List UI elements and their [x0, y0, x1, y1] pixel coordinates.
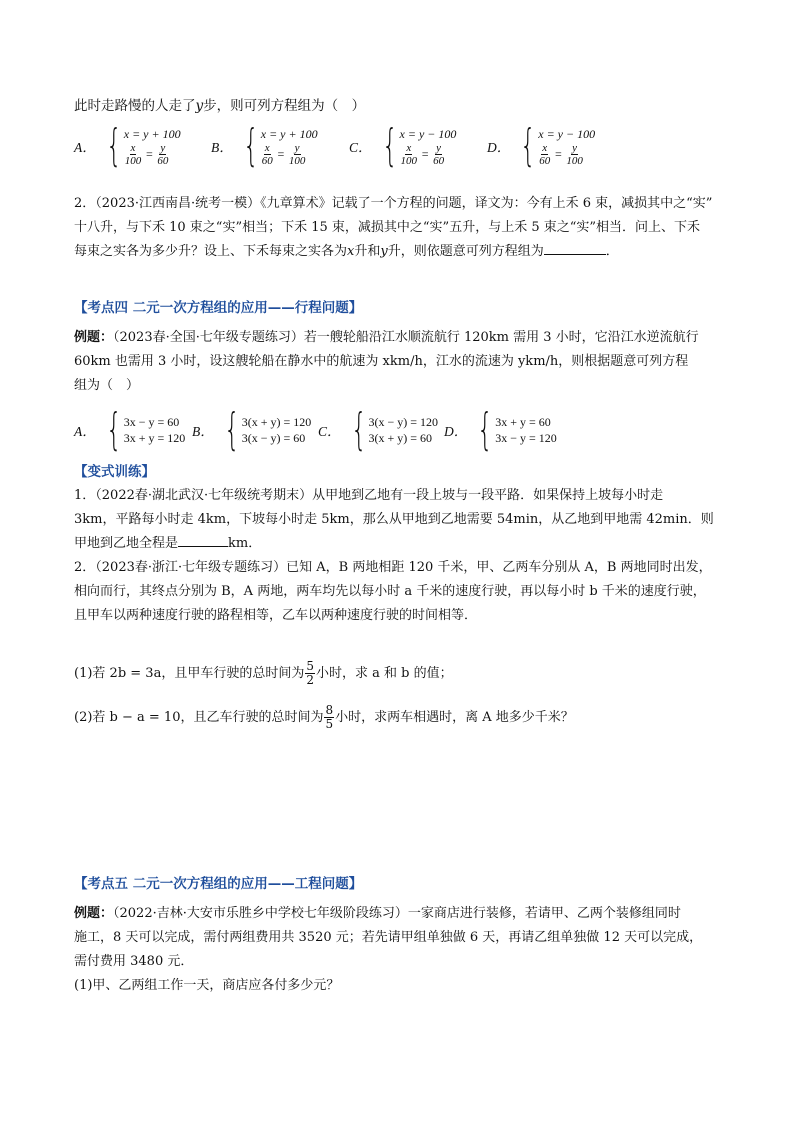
intro-var: y — [195, 98, 204, 114]
sub-question-2: (2)若 b − a = 10，且乙车行驶的总时间为 $\frac{8}{5}$ 小时，求两车相遇时，离 A 地多少千米？ — [74, 703, 574, 731]
option-d-sec4: D． { 3x + y = 60 3x − y = 120 — [444, 404, 557, 455]
section-4-heading: 【考点四 二元一次方程组的应用——行程问题】 — [74, 300, 363, 316]
intro-text: 此时走路慢的人走了 — [74, 98, 196, 114]
option-c-sec4: C． { 3(x − y) = 120 3(x + y) = 60 — [318, 404, 439, 455]
option-d-p1: D． { x = y − 100 $\frac{x}{60}$ = $\frac{y}{100}$ — [487, 120, 596, 171]
brace-icon: { — [243, 120, 259, 171]
option-a-p1: A． { x = y + 100 $\frac{x}{100}$ = $\frac{y}{60}$ — [74, 120, 181, 171]
question-2: 2．（2023·江西南昌·统考一模）《九章算术》记载了一个方程的问题，译文为：今有上禾 6 束，减损其中之“实” 十八升，与下禾 10 束之“实”相当；下禾 15 束，减损其中之“实”五升，与上禾 5 束之“实”相当．问上、下禾 每束之实各为多少升？设上、下禾每束之实各为x升和y升，则依题意可列方程组为 ． — [74, 196, 713, 259]
option-a-sec4: A． { 3x − y = 60 3x + y = 120 — [74, 404, 186, 455]
option-b-p1: B． { x = y + 100 $\frac{x}{60}$ = $\frac{y}{100}$ — [211, 120, 318, 171]
intro-end: 步，则可列方程组为（ ） — [203, 98, 366, 114]
brace-icon: { — [106, 404, 122, 455]
option-b-sec4: B． { 3(x + y) = 120 3(x − y) = 60 — [192, 404, 312, 455]
answer-blank[interactable] — [544, 240, 606, 255]
brace-icon: { — [224, 404, 240, 455]
section-4-example: 例题：（2023春·全国·七年级专题练习）若一艘轮船沿江水顺流航行 120km 需用 3 小时，它沿江水逆流航行 60km 也需用 3 小时，设这艘轮船在静水中的航速为 xkm/h，江水的流速为 ykm/h，则根据题意可列方程 组为（ ） — [74, 330, 699, 393]
brace-icon: { — [350, 404, 367, 455]
answer-blank[interactable] — [178, 532, 228, 547]
training-section: 【变式训练】 1．（2022春·湖北武汉·七年级统考期末）从甲地到乙地有一段上坡与一段平路．如果保持上坡每小时走 3km，平路每小时走 4km，下坡每小时走 5km，那么从甲地到乙地需要 54min，从乙地到甲地需 42min．则 甲地到乙地全程是 km． 2．（2023春·浙江·七年级专题练习）已知 A，B 两地相距 120 千米，甲、乙两车分别从 A，B 两地同时出发， 相向而行，其终点分别为 B，A 两地，两车均先以每小时 a 千米的速度行驶，再以每小时 b 千米的速度行驶， 且甲车以两种速度行驶的路程相等，乙车以两种速度行驶的时间相等． — [74, 464, 714, 623]
section-5-heading: 【考点五 二元一次方程组的应用——工程问题】 — [74, 876, 363, 892]
option-c-p1: C． { x = y − 100 $\frac{x}{100}$ = $\frac{y}{60}$ — [349, 120, 457, 171]
brace-icon: { — [381, 120, 398, 171]
brace-icon: { — [477, 404, 493, 455]
brace-icon: { — [520, 120, 536, 171]
brace-icon: { — [106, 120, 122, 171]
section-5-example: 例题：（2022·吉林·大安市乐胜乡中学校七年级阶段练习）一家商店进行装修，若请甲、乙两个装修组同时 施工，8 天可以完成，需付两组费用共 3520 元；若先请甲组单独做 6 天，再请乙组单独做 12 天可以完成， 需付费用 3480 元． (1)甲、乙两组工作一天，商店应各付多少元？ — [74, 906, 703, 993]
sub-question-1: (1)若 2b = 3a，且甲车行驶的总时间为 $\frac{5}{2}$ 小时，求 a 和 b 的值； — [74, 659, 453, 687]
problem-continuation — [74, 94, 734, 118]
